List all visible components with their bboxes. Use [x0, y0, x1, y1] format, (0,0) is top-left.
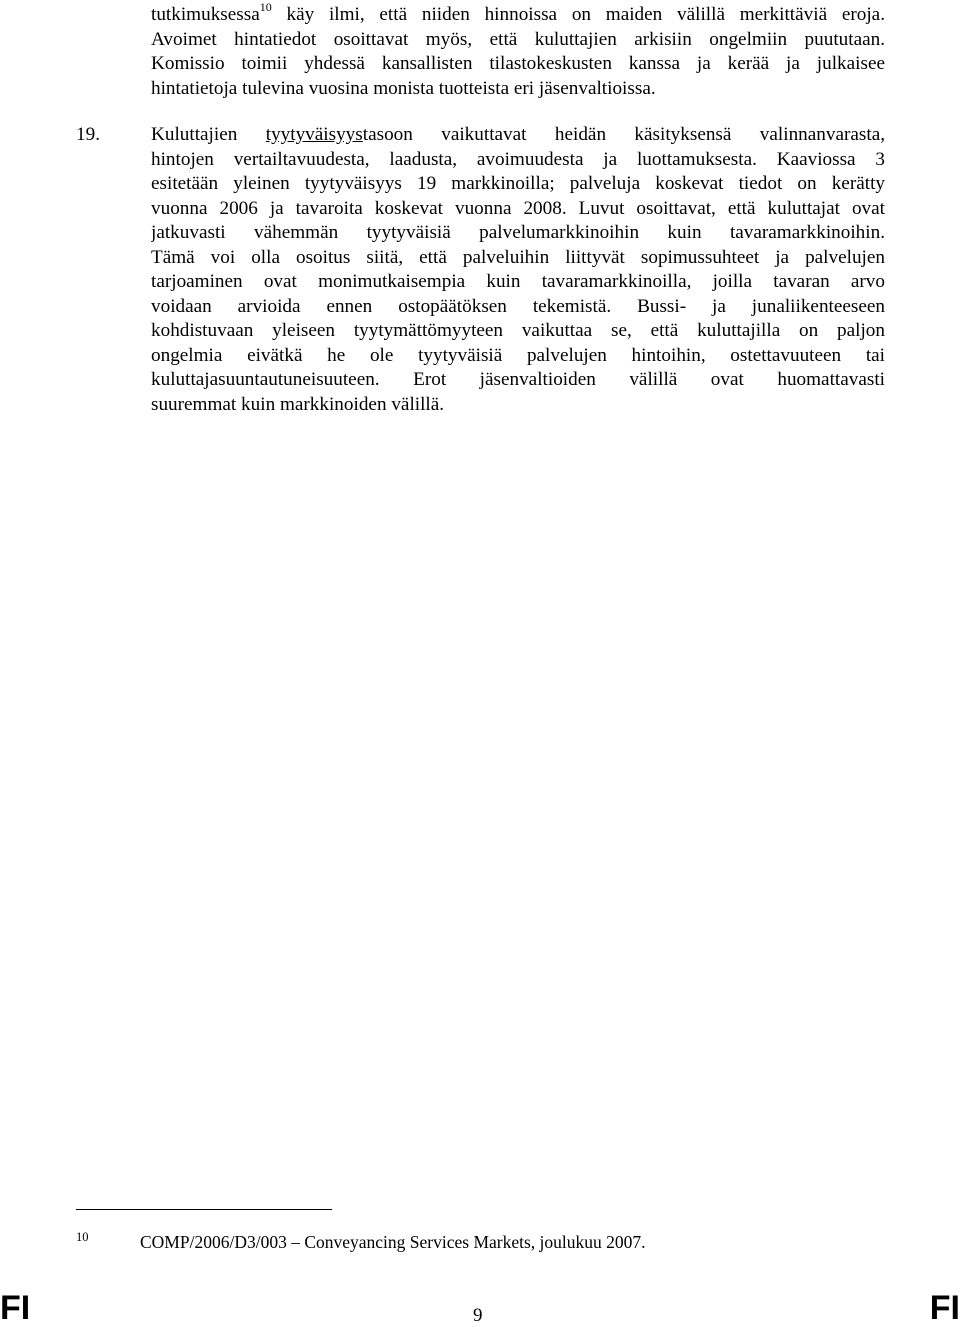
text-line: Tämä voi olla osoitus siitä, että palveluihin liittyvät sopimussuhteet ja palvelujen [151, 246, 885, 268]
text-line: jatkuvasti vähemmän tyytyväisiä palvelumarkkinoihin kuin tavaramarkkinoihin. [151, 222, 885, 243]
paragraph-continuation [151, 3, 885, 101]
underlined-term: tyytyväisyys [265, 124, 363, 145]
text-line: Kuluttajien tyytyväisyystasoon vaikuttavat heidän käsityksensä valinnanvarasta, [151, 124, 885, 145]
text-line: kohdistuvaan yleiseen tyytymättömyyteen vaikuttaa se, että kuluttajilla on paljon [151, 320, 885, 341]
text-line: esitetään yleinen tyytyväisyys 19 markkinoilla; palveluja koskevat tiedot on kerätty [151, 173, 885, 194]
text-line: voidaan arvioida ennen ostopäätöksen tekemistä. Bussi- ja junaliikenteeseen [151, 295, 885, 317]
text-line: suuremmat kuin markkinoiden välillä. [151, 393, 445, 415]
footnote-text: COMP/2006/D3/003 – Conveyancing Services Markets, joulukuu 2007. [140, 1232, 646, 1252]
page-number: 9 [473, 1305, 483, 1326]
text-line: kuluttajasuuntautuneisuuteen. Erot jäsenvaltioiden välillä ovat huomattavasti [151, 369, 885, 390]
text-line: Komissio toimii yhdessä kansallisten tilastokeskusten kanssa ja kerää ja julkaisee [151, 53, 885, 74]
text-line: tutkimuksessa$^{10}$ käy ilmi, että niiden hinnoissa on maiden välillä merkittäviä eroja. [151, 3, 885, 28]
footnote-number: 10 [76, 1230, 89, 1244]
text-line: tarjoaminen ovat monimutkaisempia kuin tavaramarkkinoilla, joilla tavaran arvo [151, 271, 885, 292]
paragraph-19 [151, 123, 885, 417]
text-line: Avoimet hintatiedot osoittavat myös, että kuluttajien arkisiin ongelmiin puututaan. [151, 28, 885, 50]
footnote-reference: 10 [259, 3, 272, 14]
language-code-left: FI [0, 1289, 31, 1327]
text-line: hintatietoja tulevina vuosina monista tuotteista eri jäsenvaltioissa. [151, 77, 656, 99]
text-line: vuonna 2006 ja tavaroita koskevat vuonna 2008. Luvut osoittavat, että kuluttajat ovat [151, 197, 885, 219]
footnote-separator [76, 1209, 332, 1210]
text-line: ongelmia eivätkä he ole tyytyväisiä palvelujen hintoihin, ostettavuuteen tai [151, 344, 885, 366]
paragraph-number: 19. [76, 124, 100, 145]
text-line: hintojen vertailtavuudesta, laadusta, avoimuudesta ja luottamuksesta. Kaaviossa 3 [151, 148, 885, 170]
language-code-right: FI [929, 1289, 960, 1327]
